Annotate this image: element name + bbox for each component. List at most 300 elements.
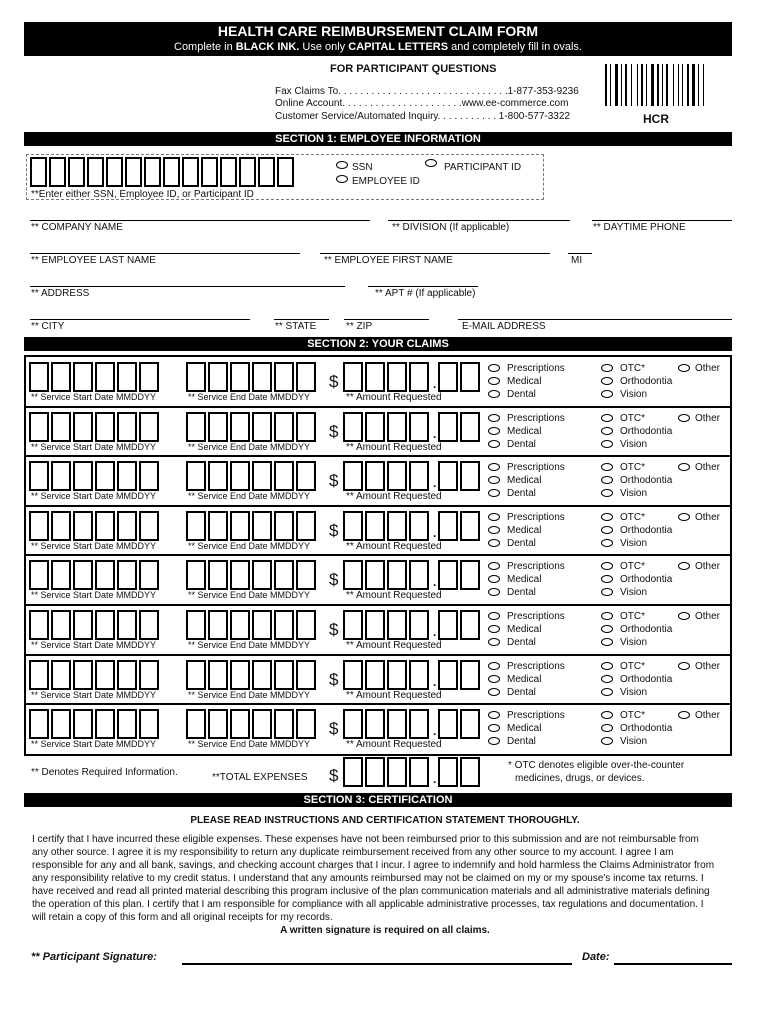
- service-end-digit-box[interactable]: [274, 610, 294, 640]
- otc-oval[interactable]: [601, 662, 613, 670]
- amount-dollar-digit-box[interactable]: [365, 412, 385, 442]
- service-end-digit-box[interactable]: [230, 412, 250, 442]
- service-end-label: ** Service End Date MMDDYY: [188, 491, 311, 502]
- amount-cents-digit-box[interactable]: [460, 362, 480, 392]
- prescriptions-oval[interactable]: [488, 513, 500, 521]
- service-start-digit-box[interactable]: [117, 610, 137, 640]
- medical-oval[interactable]: [488, 377, 500, 385]
- barcode-bar: [637, 64, 638, 106]
- service-end-digit-box[interactable]: [208, 709, 228, 739]
- service-end-digit-box[interactable]: [208, 511, 228, 541]
- total-dollar-digit-box[interactable]: [365, 757, 385, 787]
- amount-dollar-digit-box[interactable]: [343, 412, 363, 442]
- vision-oval[interactable]: [601, 638, 613, 646]
- email-line[interactable]: [458, 319, 732, 320]
- otc-label: OTC*: [620, 462, 645, 474]
- service-end-digit-box[interactable]: [186, 461, 206, 491]
- service-start-digit-box[interactable]: [73, 560, 93, 590]
- otc-label: OTC*: [620, 710, 645, 722]
- orthodontia-label: Orthodontia: [620, 624, 673, 635]
- form-title: HEALTH CARE REIMBURSEMENT CLAIM FORM: [217, 23, 539, 39]
- other-label: Other: [695, 363, 721, 374]
- medical-oval[interactable]: [488, 427, 500, 435]
- service-start-digit-box[interactable]: [117, 412, 137, 442]
- other-oval[interactable]: [678, 513, 690, 521]
- otc-oval[interactable]: [601, 612, 613, 620]
- service-start-digit-box[interactable]: [73, 412, 93, 442]
- claim-row-divider: [26, 554, 730, 556]
- state-line[interactable]: [274, 319, 329, 320]
- amount-dollar-digit-box[interactable]: [343, 511, 363, 541]
- service-end-digit-box[interactable]: [252, 362, 272, 392]
- service-end-digit-box[interactable]: [252, 610, 272, 640]
- service-end-digit-box[interactable]: [252, 412, 272, 442]
- service-end-digit-box[interactable]: [274, 412, 294, 442]
- prescriptions-label: Prescriptions: [507, 611, 565, 622]
- otc-oval[interactable]: [601, 414, 613, 422]
- amount-decimal-point: .: [433, 377, 437, 391]
- orthodontia-oval[interactable]: [601, 625, 613, 633]
- service-end-digit-box[interactable]: [208, 610, 228, 640]
- amount-dollar-digit-box[interactable]: [409, 560, 429, 590]
- service-start-digit-box[interactable]: [73, 461, 93, 491]
- medical-label: Medical: [507, 624, 542, 635]
- apt-line[interactable]: [368, 286, 478, 287]
- daytime-phone-line[interactable]: [592, 220, 732, 221]
- service-end-digit-box[interactable]: [252, 461, 272, 491]
- service-start-digit-box[interactable]: [29, 660, 49, 690]
- employee-id-label: EMPLOYEE ID: [352, 176, 420, 187]
- amount-cents-digit-box[interactable]: [460, 660, 480, 690]
- vision-label: Vision: [620, 537, 648, 549]
- employee-id-oval[interactable]: [336, 175, 348, 183]
- claim-row-divider: [26, 654, 730, 656]
- medical-label: Medical: [507, 723, 542, 735]
- amount-dollar-digit-box[interactable]: [343, 660, 363, 690]
- barcode-bar: [615, 64, 618, 106]
- medical-label: Medical: [507, 574, 542, 586]
- amount-cents-digit-box[interactable]: [460, 560, 480, 590]
- barcode-bar: [673, 64, 674, 106]
- amount-dollar-digit-box[interactable]: [365, 709, 385, 739]
- service-end-label: ** Service End Date MMDDYY: [188, 590, 311, 601]
- service-start-label: ** Service Start Date MMDDYY: [31, 640, 157, 650]
- claim-row-divider: [26, 455, 730, 457]
- service-start-digit-box[interactable]: [73, 362, 93, 392]
- amount-dollar-digit-box[interactable]: [409, 511, 429, 541]
- orthodontia-label: Orthodontia: [620, 376, 673, 387]
- amount-dollar-digit-box[interactable]: [343, 461, 363, 491]
- total-label: **TOTAL EXPENSES: [212, 772, 308, 783]
- orthodontia-label: Orthodontia: [620, 425, 673, 437]
- amount-decimal-point: .: [433, 674, 437, 689]
- amount-cents-digit-box[interactable]: [438, 362, 458, 392]
- total-dollar-digit-box[interactable]: [387, 757, 407, 787]
- prescriptions-oval[interactable]: [488, 612, 500, 620]
- address-line[interactable]: [30, 286, 345, 287]
- service-end-label: ** Service End Date MMDDYY: [188, 689, 311, 700]
- amount-decimal-point: .: [433, 426, 437, 441]
- amount-dollar-digit-box[interactable]: [387, 709, 407, 739]
- last-name-label: ** EMPLOYEE LAST NAME: [31, 255, 156, 266]
- service-start-digit-box[interactable]: [29, 709, 49, 739]
- orthodontia-oval[interactable]: [601, 377, 613, 385]
- service-start-digit-box[interactable]: [51, 362, 71, 392]
- date-line[interactable]: [614, 963, 732, 965]
- contact-online: Online Account. . . . . . . . . . . . . . . . . . . . . .www.ee-commerce.com: [275, 98, 569, 109]
- service-end-label: ** Service End Date MMDDYY: [188, 441, 311, 452]
- amount-dollar-digit-box[interactable]: [343, 610, 363, 640]
- required-note: ** Denotes Required Information.: [31, 767, 178, 778]
- service-start-digit-box[interactable]: [51, 461, 71, 491]
- service-end-digit-box[interactable]: [274, 560, 294, 590]
- prescriptions-label: Prescriptions: [507, 462, 565, 474]
- service-end-digit-box[interactable]: [186, 412, 206, 442]
- contact-fax: Fax Claims To. . . . . . . . . . . . . . . . . . . . . . . . . . . . . . .1-877-353-9236: [275, 86, 579, 97]
- prescriptions-label: Prescriptions: [507, 412, 565, 424]
- apt-label: ** APT # (If applicable): [375, 288, 476, 299]
- service-start-digit-box[interactable]: [95, 709, 115, 739]
- division-line[interactable]: [388, 220, 570, 221]
- amount-decimal-point: .: [433, 625, 437, 639]
- orthodontia-oval[interactable]: [601, 427, 613, 435]
- service-end-digit-box[interactable]: [230, 610, 250, 640]
- zip-line[interactable]: [344, 319, 429, 320]
- total-cents-digit-box[interactable]: [438, 757, 458, 787]
- amount-dollar-digit-box[interactable]: [343, 560, 363, 590]
- service-start-digit-box[interactable]: [95, 660, 115, 690]
- amount-dollar-digit-box[interactable]: [343, 709, 363, 739]
- vision-label: Vision: [620, 686, 648, 698]
- other-oval[interactable]: [678, 662, 690, 670]
- service-start-digit-box[interactable]: [95, 610, 115, 640]
- barcode-bar: [682, 64, 683, 106]
- amount-dollar-digit-box[interactable]: [387, 461, 407, 491]
- service-end-digit-box[interactable]: [296, 461, 316, 491]
- service-end-label: ** Service End Date MMDDYY: [188, 739, 311, 750]
- service-end-digit-box[interactable]: [208, 660, 228, 690]
- service-start-digit-box[interactable]: [29, 461, 49, 491]
- id-char-box[interactable]: [201, 157, 218, 187]
- cert-line-2: any other source. I agree it is my responsibility to return any duplicate reimbursement received from any other source to my account. I agree I am: [32, 847, 674, 858]
- service-start-digit-box[interactable]: [139, 461, 159, 491]
- cert-line-3: responsible for any and all bank, savings, and checking account charges that I incur. I agree to indemnify and hold harmless the Claims Administrator from: [32, 860, 715, 871]
- service-end-digit-box[interactable]: [296, 412, 316, 442]
- dental-label: Dental: [507, 736, 536, 748]
- service-start-digit-box[interactable]: [29, 412, 49, 442]
- service-start-digit-box[interactable]: [117, 461, 137, 491]
- vision-label: Vision: [620, 736, 648, 748]
- amount-dollar-digit-box[interactable]: [409, 412, 429, 442]
- service-end-digit-box[interactable]: [274, 660, 294, 690]
- id-char-box[interactable]: [87, 157, 104, 187]
- total-cents-digit-box[interactable]: [460, 757, 480, 787]
- orthodontia-oval[interactable]: [601, 526, 613, 534]
- amount-cents-digit-box[interactable]: [438, 660, 458, 690]
- service-start-digit-box[interactable]: [51, 560, 71, 590]
- service-end-digit-box[interactable]: [296, 511, 316, 541]
- amount-dollar-digit-box[interactable]: [365, 660, 385, 690]
- service-start-digit-box[interactable]: [139, 610, 159, 640]
- amount-dollar-digit-box[interactable]: [387, 660, 407, 690]
- service-end-digit-box[interactable]: [252, 709, 272, 739]
- id-char-box[interactable]: [239, 157, 256, 187]
- amount-dollar-sign: $: [329, 669, 339, 689]
- service-end-digit-box[interactable]: [230, 709, 250, 739]
- service-start-digit-box[interactable]: [95, 511, 115, 541]
- dental-label: Dental: [507, 389, 536, 400]
- other-label: Other: [695, 561, 721, 573]
- orthodontia-label: Orthodontia: [620, 723, 673, 735]
- service-end-digit-box[interactable]: [230, 461, 250, 491]
- service-start-digit-box[interactable]: [73, 709, 93, 739]
- service-start-label: ** Service Start Date MMDDYY: [31, 491, 157, 502]
- vision-oval[interactable]: [601, 688, 613, 696]
- amount-cents-digit-box[interactable]: [438, 709, 458, 739]
- id-note: **Enter either SSN, Employee ID, or Participant ID: [31, 189, 254, 200]
- prescriptions-oval[interactable]: [488, 364, 500, 372]
- orthodontia-oval[interactable]: [601, 675, 613, 683]
- service-start-digit-box[interactable]: [29, 511, 49, 541]
- service-end-digit-box[interactable]: [186, 511, 206, 541]
- service-start-digit-box[interactable]: [95, 362, 115, 392]
- service-end-label: ** Service End Date MMDDYY: [188, 392, 311, 402]
- service-end-digit-box[interactable]: [208, 362, 228, 392]
- amount-cents-digit-box[interactable]: [460, 412, 480, 442]
- service-end-digit-box[interactable]: [208, 412, 228, 442]
- contact-service: Customer Service/Automated Inquiry. . . . . . . . . . . 1-800-577-3322: [275, 111, 570, 122]
- amount-cents-digit-box[interactable]: [438, 412, 458, 442]
- service-end-digit-box[interactable]: [296, 362, 316, 392]
- mi-label: MI: [571, 255, 583, 266]
- other-oval[interactable]: [678, 364, 690, 372]
- amount-dollar-digit-box[interactable]: [387, 511, 407, 541]
- last-name-line[interactable]: [30, 253, 300, 254]
- medical-oval[interactable]: [488, 675, 500, 683]
- dental-oval[interactable]: [488, 638, 500, 646]
- id-char-box[interactable]: [163, 157, 180, 187]
- service-start-digit-box[interactable]: [51, 709, 71, 739]
- total-dollar-digit-box[interactable]: [343, 757, 363, 787]
- amount-dollar-digit-box[interactable]: [387, 412, 407, 442]
- medical-label: Medical: [507, 673, 542, 685]
- service-start-digit-box[interactable]: [51, 511, 71, 541]
- form-subtitle: Complete in BLACK INK. Use only CAPITAL LETTERS and completely fill in ovals.: [174, 41, 582, 53]
- id-char-box[interactable]: [49, 157, 66, 187]
- vision-oval[interactable]: [601, 539, 613, 547]
- amount-dollar-digit-box[interactable]: [387, 610, 407, 640]
- service-end-digit-box[interactable]: [274, 362, 294, 392]
- service-start-digit-box[interactable]: [51, 610, 71, 640]
- city-label: ** CITY: [31, 321, 65, 332]
- service-end-digit-box[interactable]: [274, 461, 294, 491]
- city-line[interactable]: [30, 319, 250, 320]
- service-end-digit-box[interactable]: [274, 709, 294, 739]
- barcode-bar: [657, 64, 659, 106]
- medical-oval[interactable]: [488, 526, 500, 534]
- dental-oval[interactable]: [488, 390, 500, 398]
- service-start-digit-box[interactable]: [117, 511, 137, 541]
- id-char-box[interactable]: [277, 157, 294, 187]
- vision-label: Vision: [620, 637, 648, 648]
- service-start-digit-box[interactable]: [139, 362, 159, 392]
- service-end-digit-box[interactable]: [208, 461, 228, 491]
- service-start-digit-box[interactable]: [117, 362, 137, 392]
- service-start-digit-box[interactable]: [117, 709, 137, 739]
- dental-oval[interactable]: [488, 688, 500, 696]
- amount-dollar-digit-box[interactable]: [387, 560, 407, 590]
- service-start-digit-box[interactable]: [117, 660, 137, 690]
- dental-oval[interactable]: [488, 440, 500, 448]
- service-end-digit-box[interactable]: [186, 362, 206, 392]
- amount-dollar-digit-box[interactable]: [365, 461, 385, 491]
- service-start-digit-box[interactable]: [29, 560, 49, 590]
- service-start-digit-box[interactable]: [139, 560, 159, 590]
- id-char-box[interactable]: [182, 157, 199, 187]
- amount-decimal-point: .: [433, 724, 437, 739]
- other-oval[interactable]: [678, 612, 690, 620]
- service-end-digit-box[interactable]: [186, 660, 206, 690]
- amount-cents-digit-box[interactable]: [460, 610, 480, 640]
- amount-decimal-point: .: [433, 575, 437, 590]
- service-end-digit-box[interactable]: [186, 709, 206, 739]
- amount-cents-digit-box[interactable]: [460, 709, 480, 739]
- service-end-digit-box[interactable]: [252, 560, 272, 590]
- service-end-digit-box[interactable]: [296, 560, 316, 590]
- vision-label: Vision: [620, 389, 648, 400]
- amount-dollar-digit-box[interactable]: [365, 610, 385, 640]
- service-start-digit-box[interactable]: [139, 709, 159, 739]
- ssn-oval[interactable]: [336, 161, 348, 169]
- service-start-digit-box[interactable]: [139, 511, 159, 541]
- otc-label: OTC*: [620, 660, 645, 672]
- service-end-digit-box[interactable]: [208, 560, 228, 590]
- amount-dollar-digit-box[interactable]: [409, 461, 429, 491]
- vision-oval[interactable]: [601, 390, 613, 398]
- id-char-box[interactable]: [144, 157, 161, 187]
- service-end-digit-box[interactable]: [230, 660, 250, 690]
- otc-oval[interactable]: [601, 513, 613, 521]
- barcode-bar: [610, 64, 611, 106]
- service-start-digit-box[interactable]: [73, 610, 93, 640]
- signature-line[interactable]: [182, 963, 572, 965]
- service-end-digit-box[interactable]: [252, 511, 272, 541]
- dental-oval[interactable]: [488, 539, 500, 547]
- service-end-digit-box[interactable]: [296, 610, 316, 640]
- id-char-box[interactable]: [258, 157, 275, 187]
- amount-decimal-point: .: [433, 476, 437, 491]
- cert-line-6: the operation of this plan. I certify that I am responsible for compliance with all applicable administrative processes, tax regulations and documentation. I: [32, 899, 704, 910]
- service-end-digit-box[interactable]: [274, 511, 294, 541]
- claim-row-divider: [26, 406, 730, 408]
- amount-dollar-sign: $: [329, 620, 339, 639]
- service-start-label: ** Service Start Date MMDDYY: [31, 739, 157, 750]
- service-end-digit-box[interactable]: [230, 560, 250, 590]
- total-decimal: .: [433, 772, 437, 786]
- medical-oval[interactable]: [488, 625, 500, 633]
- service-start-digit-box[interactable]: [139, 412, 159, 442]
- service-end-digit-box[interactable]: [186, 610, 206, 640]
- participant-id-oval[interactable]: [425, 159, 437, 167]
- amount-cents-digit-box[interactable]: [438, 461, 458, 491]
- amount-dollar-sign: $: [329, 570, 339, 590]
- dental-label: Dental: [507, 637, 536, 648]
- id-char-box[interactable]: [30, 157, 47, 187]
- amount-dollar-digit-box[interactable]: [365, 511, 385, 541]
- id-char-box[interactable]: [220, 157, 237, 187]
- service-start-digit-box[interactable]: [51, 412, 71, 442]
- service-start-digit-box[interactable]: [73, 511, 93, 541]
- otc-oval[interactable]: [601, 364, 613, 372]
- total-dollar-digit-box[interactable]: [409, 757, 429, 787]
- amount-dollar-digit-box[interactable]: [409, 362, 429, 392]
- service-start-digit-box[interactable]: [95, 461, 115, 491]
- amount-dollar-digit-box[interactable]: [409, 660, 429, 690]
- cert-instruction: PLEASE READ INSTRUCTIONS AND CERTIFICATION STATEMENT THOROUGHLY.: [190, 815, 580, 826]
- amount-requested-label: ** Amount Requested: [346, 441, 442, 453]
- service-end-digit-box[interactable]: [230, 362, 250, 392]
- service-start-digit-box[interactable]: [117, 560, 137, 590]
- service-start-digit-box[interactable]: [95, 412, 115, 442]
- vision-label: Vision: [620, 438, 648, 450]
- service-start-digit-box[interactable]: [95, 560, 115, 590]
- id-char-box[interactable]: [68, 157, 85, 187]
- email-label: E-MAIL ADDRESS: [462, 321, 546, 332]
- amount-dollar-digit-box[interactable]: [343, 362, 363, 392]
- amount-cents-digit-box[interactable]: [460, 511, 480, 541]
- mi-line[interactable]: [568, 253, 592, 254]
- prescriptions-label: Prescriptions: [507, 561, 565, 573]
- amount-dollar-digit-box[interactable]: [365, 362, 385, 392]
- service-start-digit-box[interactable]: [139, 660, 159, 690]
- amount-cents-digit-box[interactable]: [460, 461, 480, 491]
- service-start-digit-box[interactable]: [29, 610, 49, 640]
- otc-note-line2: medicines, drugs, or devices.: [515, 773, 645, 784]
- service-end-digit-box[interactable]: [230, 511, 250, 541]
- amount-dollar-digit-box[interactable]: [409, 610, 429, 640]
- amount-cents-digit-box[interactable]: [438, 560, 458, 590]
- id-char-box[interactable]: [125, 157, 142, 187]
- service-start-digit-box[interactable]: [29, 362, 49, 392]
- amount-dollar-digit-box[interactable]: [387, 362, 407, 392]
- service-end-digit-box[interactable]: [296, 660, 316, 690]
- other-label: Other: [695, 412, 721, 424]
- other-oval[interactable]: [678, 414, 690, 422]
- medical-label: Medical: [507, 524, 542, 536]
- service-end-digit-box[interactable]: [296, 709, 316, 739]
- section3-title: SECTION 3: CERTIFICATION: [303, 794, 453, 806]
- company-name-line[interactable]: [30, 220, 370, 221]
- service-end-digit-box[interactable]: [252, 660, 272, 690]
- barcode: [605, 64, 707, 106]
- amount-cents-digit-box[interactable]: [438, 610, 458, 640]
- section2-bar: [24, 337, 732, 351]
- service-end-digit-box[interactable]: [186, 560, 206, 590]
- amount-dollar-digit-box[interactable]: [409, 709, 429, 739]
- vision-oval[interactable]: [601, 440, 613, 448]
- service-start-digit-box[interactable]: [51, 660, 71, 690]
- amount-cents-digit-box[interactable]: [438, 511, 458, 541]
- id-char-box[interactable]: [106, 157, 123, 187]
- service-start-digit-box[interactable]: [73, 660, 93, 690]
- prescriptions-oval[interactable]: [488, 662, 500, 670]
- orthodontia-label: Orthodontia: [620, 524, 673, 536]
- prescriptions-oval[interactable]: [488, 414, 500, 422]
- first-name-line[interactable]: [320, 253, 550, 254]
- daytime-phone-label: ** DAYTIME PHONE: [593, 222, 686, 233]
- vision-label: Vision: [620, 587, 648, 599]
- amount-dollar-digit-box[interactable]: [365, 560, 385, 590]
